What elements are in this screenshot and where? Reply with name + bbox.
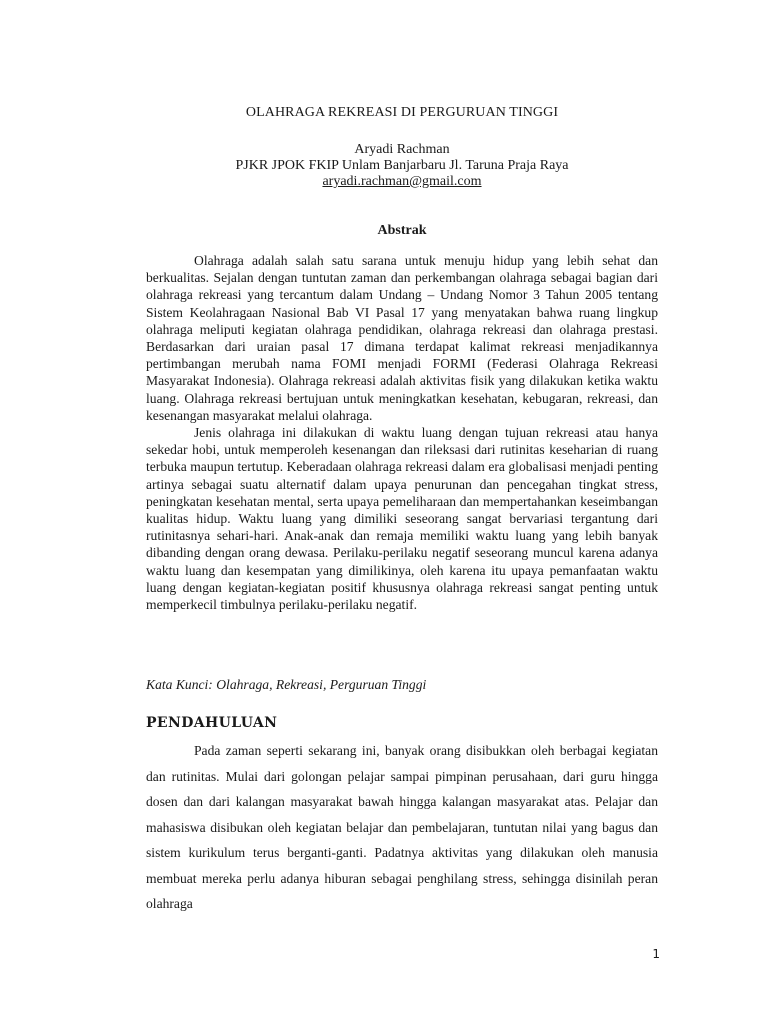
body-paragraph: Pada zaman seperti sekarang ini, banyak orang disibukkan oleh berbagai kegiatan dan rutinitas. Mulai dari golongan pelajar sampai pimpinan perusahaan, dari guru hingga dosen dan dari kalangan masyarakat bawah hingga kalangan masyarakat atas. Pelajar dan mahasiswa disibukan oleh kegiatan belajar dan pembelajaran, tuntutan nilai yang bagus dan sistem kurikulum terus berganti-ganti. Padatnya aktivitas yang dilakukan oleh manusia membuat mereka perlu adanya hiburan sebagai penghilang stress, sehingga disinilah peran olahraga (146, 743, 658, 911)
document-title: OLAHRAGA REKREASI DI PERGURUAN TINGGI (245, 105, 559, 120)
author-name: Aryadi Rachman (354, 142, 450, 157)
author-affiliation: PJKR JPOK FKIP Unlam Banjarbaru Jl. Taruna Praja Raya (235, 158, 569, 173)
keywords: Kata Kunci: Olahraga, Rekreasi, Perguruan Tinggi (146, 677, 427, 692)
author-email[interactable]: aryadi.rachman@gmail.com (322, 174, 482, 189)
abstract-paragraph: Olahraga adalah salah satu sarana untuk menuju hidup yang lebih sehat dan berkualitas. Sejalan dengan tuntutan zaman dan perkembangan olahraga sebagai bagian dari olahraga rekreasi yang tercantum dalam Undang – Undang Nomor 3 Tahun 2005 tentang Sistem Keolahragaan Nasional Bab VI Pasal 17 yang menyatakan bahwa ruang lingkup olahraga meliputi kegiatan olahraga pendidikan, olahraga rekreasi dan olahraga prestasi. Berdasarkan dari uraian pasal 17 dimana terdapat kalimat rekreasi menjadikannya pertimbangan merubah nama FOMI menjadi FORMI (Federasi Olahraga Rekreasi Masyarakat Indonesia). Olahraga rekreasi adalah aktivitas fisik yang dilakukan ketika waktu luang. Olahraga rekreasi bertujuan untuk meningkatkan kesehatan, kebugaran, rekreasi, dan kesenangan masyarakat melalui olahraga. (146, 253, 658, 423)
section-heading: PENDAHULUAN (146, 715, 278, 731)
abstract-heading: Abstrak (377, 223, 427, 238)
section-body (146, 738, 658, 917)
abstract-paragraph: Jenis olahraga ini dilakukan di waktu luang dengan tujuan rekreasi atau hanya sekedar hobi, untuk memperoleh kesenangan dan rileksasi dari rutinitas keseharian di ruang terbuka maupun tertutup. Keberadaan olahraga rekreasi dalam era globalisasi menjadi penting artinya sebagai suatu alternatif dalam upaya penurunan dan pencegahan tingkat stress, peningkatan kesehatan mental, serta upaya pemeliharaan dan mempertahankan keseimbangan kualitas hidup. Waktu luang yang dimiliki seseorang sangat bervariasi tergantung dari rutinitasnya sehari-hari. Anak-anak dan remaja memiliki waktu luang yang lebih banyak dibanding dengan orang dewasa. Perilaku-perilaku negatif seseorang muncul karena adanya waktu luang dan kesempatan yang dimilikinya, oleh karena itu upaya pemanfaatan waktu luang dengan kegiatan-kegiatan positif khususnya olahraga rekreasi sangat penting untuk memperkecil timbulnya perilaku-perilaku negatif. (146, 425, 658, 613)
abstract-body (146, 252, 658, 613)
page-number: 1 (652, 947, 660, 961)
